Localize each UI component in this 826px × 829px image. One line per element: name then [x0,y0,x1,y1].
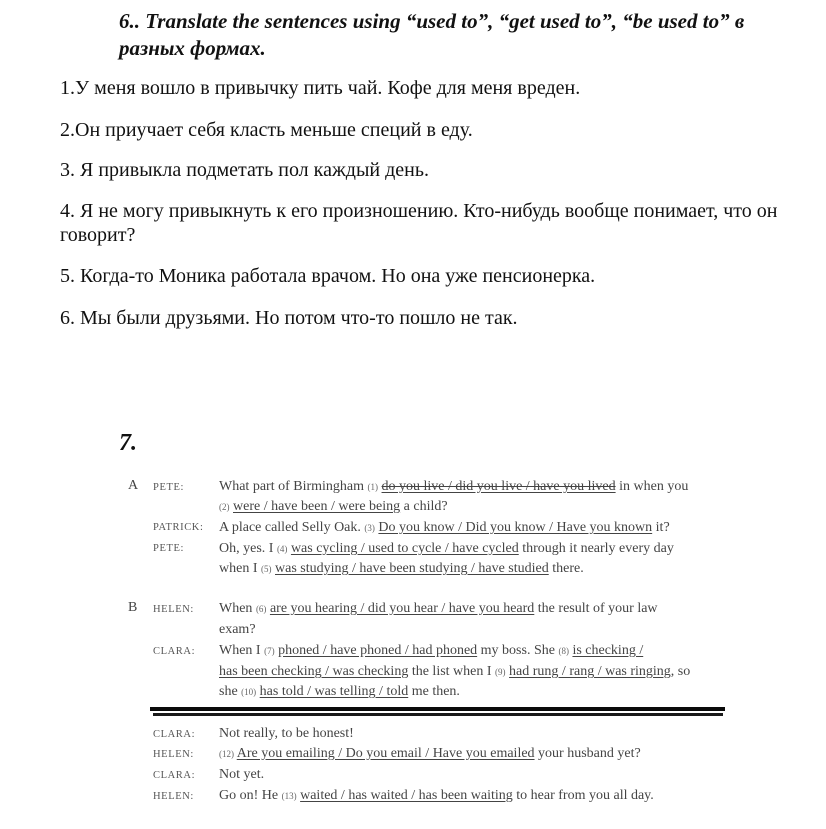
dialogue-text: it? [652,520,670,535]
answer-options: phoned / have phoned / had phoned [278,643,478,658]
dialogue-line [219,622,256,638]
dialogue-text: when I [219,561,261,576]
dialogue-line [219,479,688,495]
answer-options: was studying / have been studying / have studied [275,561,549,576]
redaction-bar [153,713,723,716]
answer-options: is checking / [572,643,644,658]
dialogue-line [219,684,460,700]
speaker-label: PETE: [153,482,184,493]
dialogue-text: A place called Selly Oak. [219,520,365,535]
gap-number: (8) [558,646,569,656]
gap-number: (12) [219,749,234,759]
section-b-letter: B [128,600,138,615]
sentence-5: 5. Когда-то Моника работала врачом. Но она уже пенсионерка. [60,265,596,287]
speaker-label: HELEN: [153,749,194,760]
dialogue-line [219,746,641,762]
gap-number: (4) [276,544,288,554]
dialogue-text: the list when I [408,664,496,679]
dialogue-line [219,601,658,617]
gap-number: (13) [281,791,297,801]
dialogue-text: through it nearly every day [518,541,674,556]
answer-options: Are you emailing / Do you email / Have you emailed [236,746,535,761]
dialogue-text: to hear from you all day. [512,788,654,803]
dialogue-line [219,664,690,680]
dialogue-text: Oh, yes. I [219,541,277,556]
answer-options: has been checking / was checking [219,664,409,679]
dialogue-text: my boss. She [477,643,559,658]
speaker-label: PATRICK: [153,522,204,533]
speaker-label: CLARA: [153,770,196,781]
gap-number: (1) [367,482,379,492]
dialogue-text: exam? [219,622,256,637]
speaker-label: HELEN: [153,791,194,802]
redaction-bar [150,707,725,711]
gap-number: (6) [255,604,267,614]
speaker-label: CLARA: [153,729,196,740]
dialogue-line [219,788,654,804]
answer-options: were / have been / were being [233,499,401,514]
speaker-label: CLARA: [153,646,196,657]
redaction-scribble [150,706,725,718]
dialogue-line [219,561,584,577]
answer-options: Do you know / Did you know / Have you known [378,520,653,535]
speaker-label: PETE: [153,543,184,554]
sentence-4: 4. Я не могу привыкнуть к его произношению. Кто-нибудь вообще понимает, что он говорит? [60,200,778,246]
dialogue-text: , so [670,664,691,679]
dialogue-line [219,499,448,515]
dialogue-text: Not yet. [219,767,265,782]
task6-title: 6.. Translate the sentences using “used to”, “get used to”, “be used to” в разных формах. [119,9,745,60]
dialogue-text: When I [219,643,265,658]
dialogue-text: your husband yet? [534,746,641,761]
sentence-2: 2.Он приучает себя класть меньше специй в еду. [60,119,473,141]
dialogue-text: What part of Birmingham [219,479,368,494]
sentence-3: 3. Я привыкла подметать пол каждый день. [60,159,429,181]
dialogue-line [219,726,354,742]
dialogue-line [219,520,670,536]
dialogue-text: in when you [615,479,689,494]
answer-options: had rung / rang / was ringing [509,664,671,679]
dialogue-text: the result of your law [534,601,658,616]
answer-options: has told / was telling / told [259,684,409,699]
dialogue-text: she [219,684,242,699]
sentence-1: 1.У меня вошло в привычку пить чай. Кофе для меня вреден. [60,77,581,99]
dialogue-line [219,767,264,783]
answer-options: was cycling / used to cycle / have cycled [290,541,519,556]
answer-options: do you live / did you live / have you lived [381,479,616,494]
dialogue-text: a child? [400,499,448,514]
exercise-7-number: 7. [119,430,137,456]
section-a-letter: A [128,478,139,493]
answer-options: waited / has waited / has been waiting [300,788,513,803]
dialogue-line [219,541,674,557]
dialogue-text: me then. [408,684,460,699]
dialogue-text: there. [548,561,584,576]
speaker-label: HELEN: [153,604,194,615]
dialogue-text: Not really, to be honest! [219,726,354,741]
gap-number: (9) [495,667,506,677]
gap-number: (3) [364,523,375,533]
gap-number: (10) [241,687,257,697]
sentence-6: 6. Мы были друзьями. Но потом что-то пошло не так. [60,307,518,329]
gap-number: (2) [219,502,230,512]
answer-options: are you hearing / did you hear / have you heard [269,601,535,616]
dialogue-line [219,643,643,659]
dialogue-text: Go on! He [219,788,282,803]
dialogue-text: When [219,601,256,616]
gap-number: (7) [264,646,275,656]
gap-number: (5) [261,564,272,574]
